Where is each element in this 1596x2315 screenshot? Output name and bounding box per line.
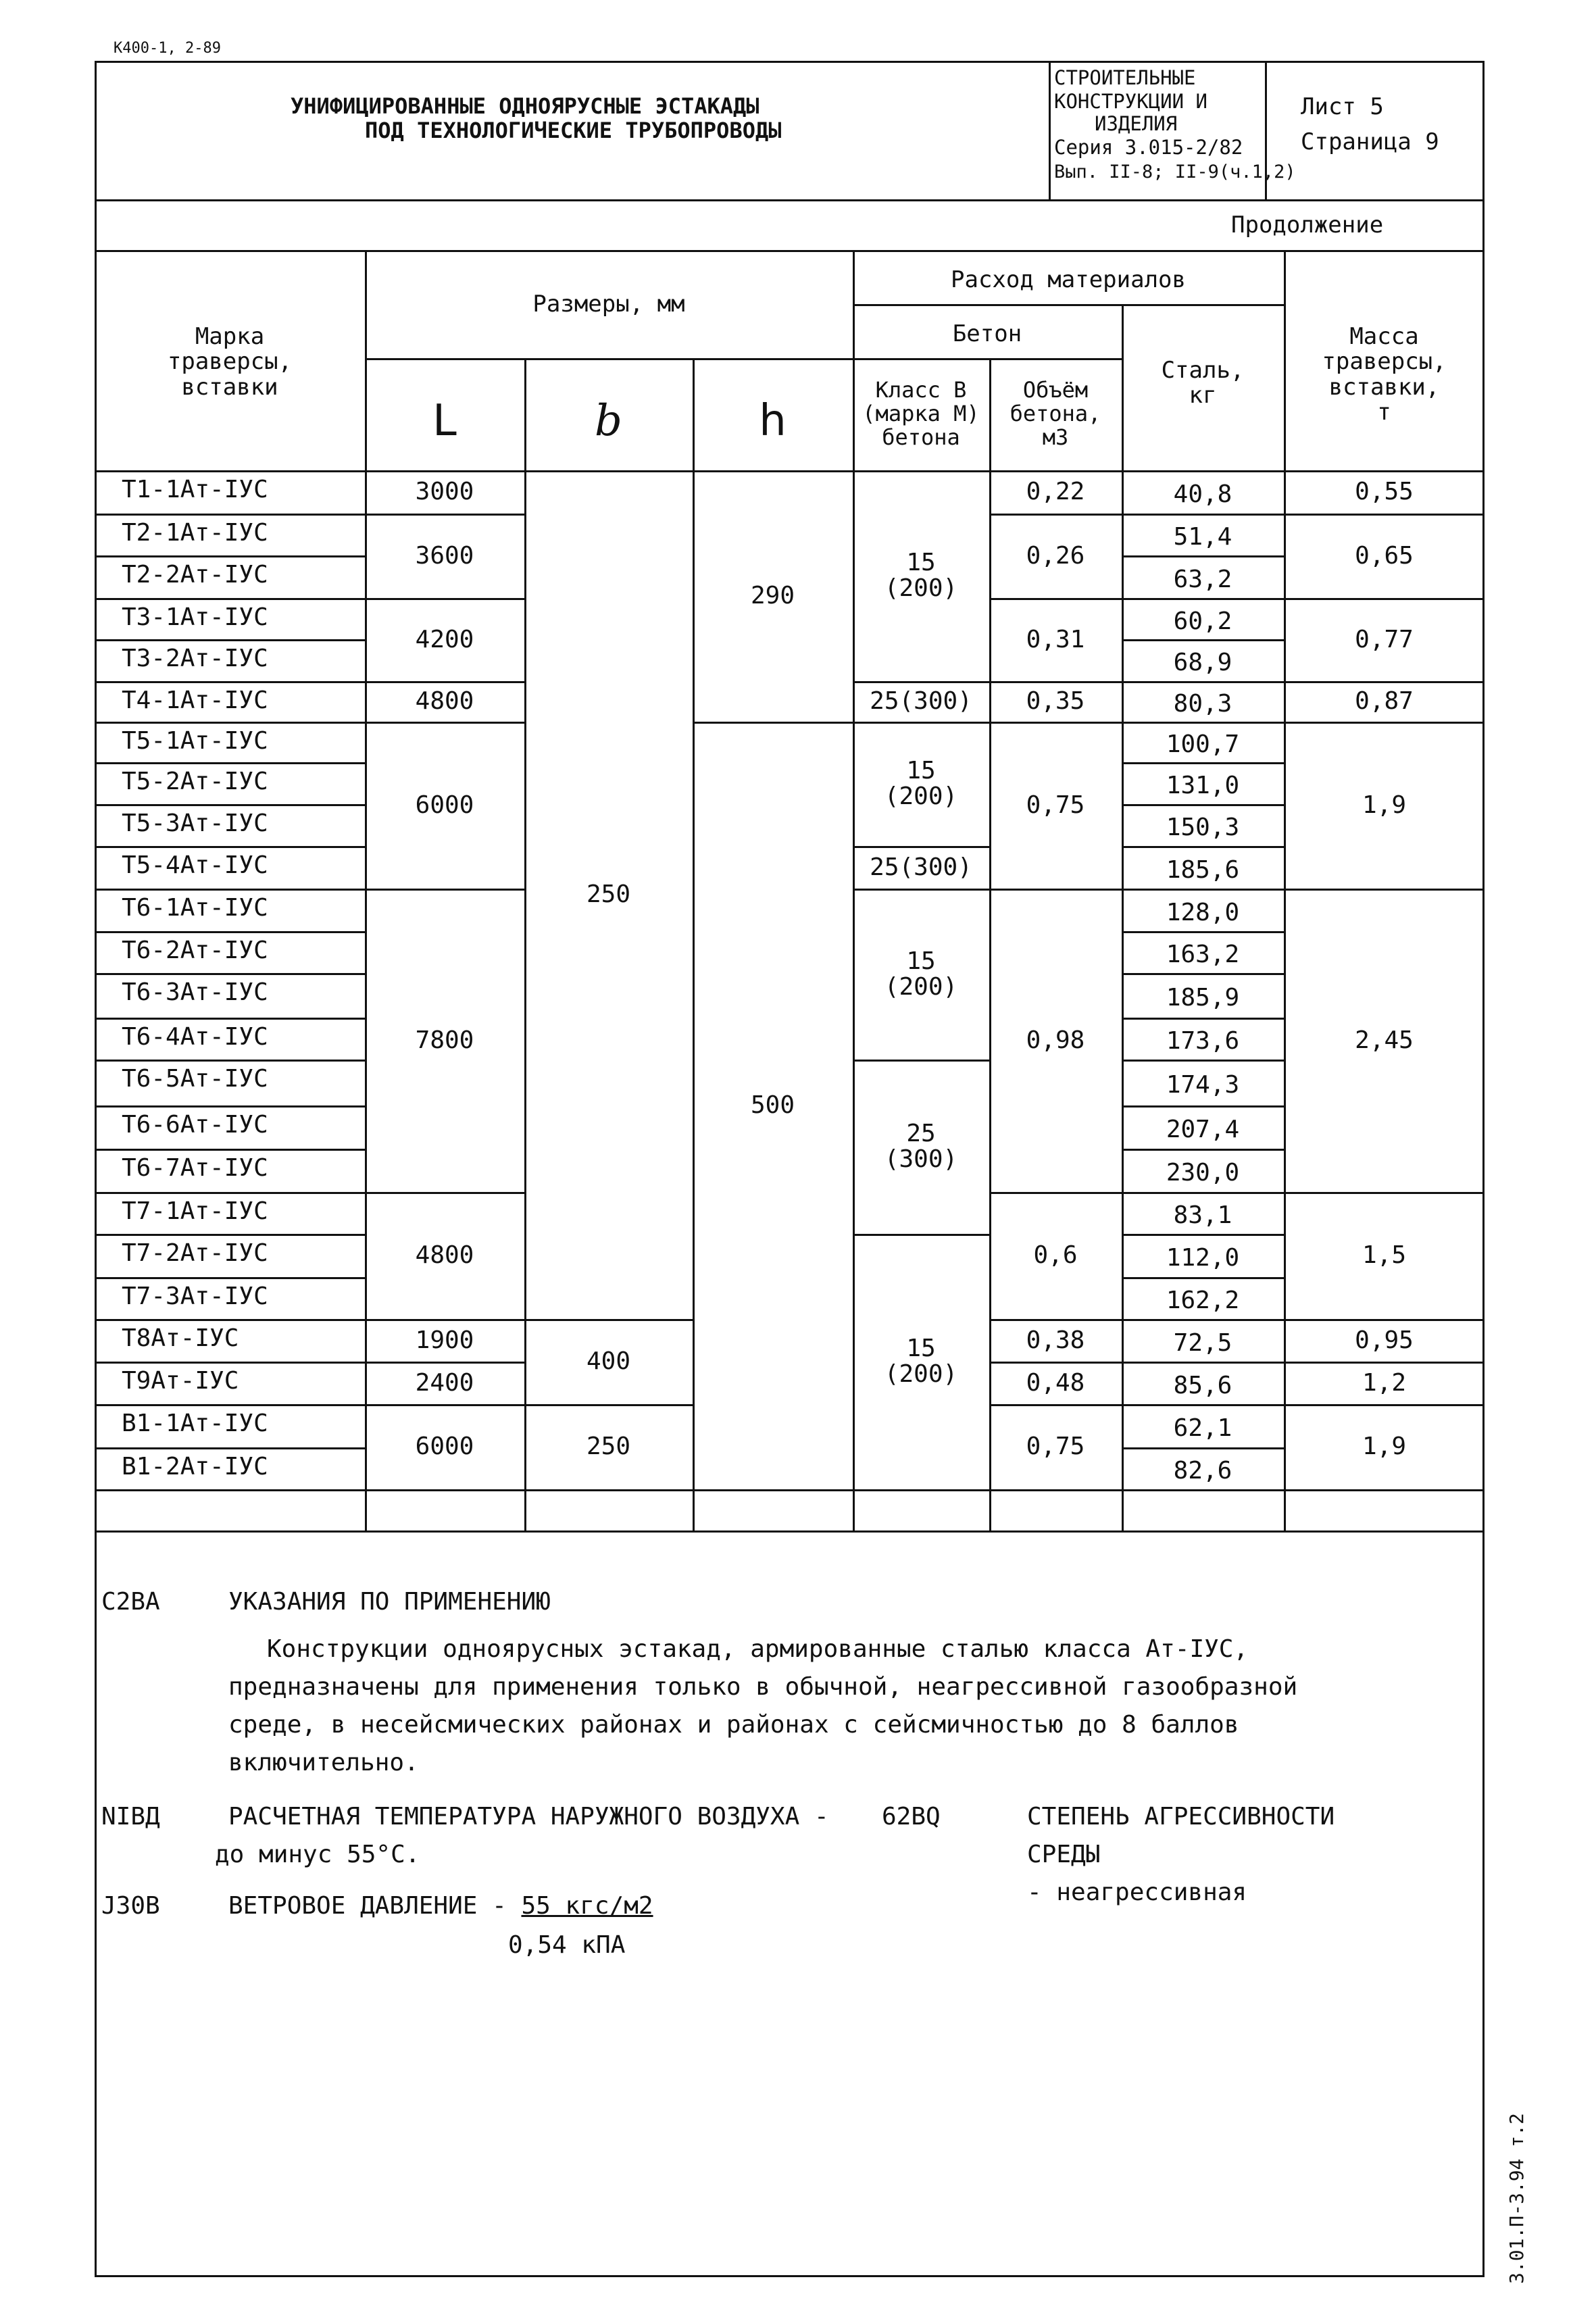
hdr-mass — [1284, 324, 1485, 426]
cell-volume: 0,38 — [1026, 1326, 1085, 1354]
row-line-mark — [95, 722, 365, 724]
cell-L: 6000 — [415, 1433, 474, 1461]
hdr-volume-l2: бетона, — [1009, 401, 1101, 427]
row-line-mark — [95, 681, 365, 683]
mass-group-line — [1284, 1489, 1485, 1491]
cell-mass: 1,5 — [1362, 1241, 1407, 1270]
row-steel: 173,6 — [1166, 1027, 1240, 1055]
series-issue: Вып. II-8; II-9(ч.1,2) — [1054, 161, 1296, 182]
cell-b: 250 — [586, 880, 631, 909]
cell-mass: 1,9 — [1362, 791, 1407, 819]
hdr-mark-l3: вставки — [181, 373, 278, 401]
row-line-mark — [95, 1018, 365, 1020]
temp-line1: РАСЧЕТНАЯ ТЕМПЕРАТУРА НАРУЖНОГО ВОЗДУХА - — [228, 1803, 829, 1831]
row-mark: В1-1Ат-IУС — [122, 1410, 268, 1437]
row-line-mark — [95, 1149, 365, 1151]
cell-L: 1900 — [415, 1326, 474, 1354]
hdr-L: L — [432, 396, 457, 446]
class-group-line — [853, 1489, 989, 1491]
hdr-class-l2: (марка М) — [862, 401, 980, 427]
row-line-mark — [95, 1319, 365, 1321]
row-mark: Т6-1Ат-IУС — [122, 894, 268, 922]
hdr-h: h — [759, 396, 787, 446]
aggr-line1: СТЕПЕНЬ АГРЕССИВНОСТИ — [1027, 1803, 1335, 1831]
row-line-mark — [95, 514, 365, 516]
continuation-label: Продолжение — [1231, 211, 1384, 239]
row-mark: Т7-3Ат-IУС — [122, 1283, 268, 1310]
hdr-mass-l1: Масса — [1349, 323, 1419, 350]
row-mark: Т7-2Ат-IУС — [122, 1239, 268, 1267]
row-steel: 112,0 — [1166, 1244, 1240, 1272]
title-line2: ПОД ТЕХНОЛОГИЧЕСКИЕ ТРУБОПРОВОДЫ — [365, 118, 782, 143]
row-mark: Т9Ат-IУС — [122, 1367, 239, 1395]
row-steel: 68,9 — [1173, 649, 1232, 677]
cell-mass: 1,9 — [1362, 1433, 1407, 1461]
hdr-volume-l3: м3 — [1042, 424, 1069, 451]
title-vline-1 — [1049, 61, 1051, 199]
cell-mass: 2,45 — [1355, 1026, 1414, 1054]
hdr-mark-l1: Марка — [195, 323, 265, 350]
wind-value: 55 кгс/м2 — [521, 1892, 653, 1920]
cell-L: 4200 — [415, 625, 474, 653]
row-mark: Т6-5Ат-IУС — [122, 1065, 268, 1093]
row-mark: Т2-2Ат-IУС — [122, 561, 268, 589]
hdr-mark — [95, 324, 365, 400]
row-steel: 40,8 — [1173, 480, 1232, 509]
row-mark: В1-2Ат-IУС — [122, 1453, 268, 1480]
row-steel: 185,9 — [1166, 984, 1240, 1012]
row-mark: Т6-6Ат-IУС — [122, 1111, 268, 1139]
row-steel: 207,4 — [1166, 1116, 1240, 1144]
hdr-class-l3: бетона — [882, 424, 960, 451]
volume-group-line — [989, 1489, 1122, 1491]
row-steel: 60,2 — [1173, 607, 1232, 635]
cell-h: 500 — [750, 1091, 795, 1120]
hdr-mark-l2: траверсы, — [167, 348, 293, 376]
hdr-volume — [989, 378, 1122, 450]
h-group-line — [693, 1489, 853, 1491]
cell-L: 3000 — [415, 478, 474, 506]
row-steel: 150,3 — [1166, 814, 1240, 842]
cell-b: 400 — [586, 1347, 631, 1376]
hdr-steel-l2: кг — [1189, 382, 1217, 409]
hdr-mass-l2: траверсы, — [1322, 348, 1447, 376]
row-steel: 83,1 — [1173, 1201, 1232, 1230]
cell-L: 2400 — [415, 1368, 474, 1397]
row-mark: Т1-1Ат-IУС — [122, 476, 268, 503]
series-number: Серия 3.015-2/82 — [1054, 136, 1243, 159]
cell-class: 15 (200) — [884, 947, 958, 1001]
row-line-mark — [95, 1192, 365, 1194]
cell-L: 4800 — [415, 1241, 474, 1270]
cell-mass: 1,2 — [1362, 1368, 1407, 1397]
hdr-steel-l1: Сталь, — [1161, 357, 1245, 384]
notes-p4: включительно. — [228, 1749, 419, 1776]
hdr-materials: Расход материалов — [951, 266, 1186, 293]
row-line-mark — [95, 762, 365, 764]
row-line-mark — [95, 973, 365, 975]
notes-p2: предназначены для применения только в обычной, неагрессивной газообразной — [228, 1673, 1298, 1701]
row-mark: Т8Ат-IУС — [122, 1324, 239, 1352]
sheet-number: Лист 5 — [1301, 93, 1384, 120]
series-l1: СТРОИТЕЛЬНЫЕ — [1054, 66, 1196, 89]
row-mark: Т5-4Ат-IУС — [122, 851, 268, 879]
L-group-line — [365, 1489, 524, 1491]
series-l3: ИЗДЕЛИЯ — [1095, 112, 1178, 135]
row-line-mark — [95, 1489, 365, 1491]
row-line-mark — [95, 1105, 365, 1107]
table-bottom-line — [95, 1530, 1485, 1533]
cell-mass: 0,95 — [1355, 1326, 1414, 1354]
hdr-class-l1: Класс В — [875, 377, 967, 403]
row-line-mark — [95, 889, 365, 891]
row-mark: Т5-2Ат-IУС — [122, 768, 268, 795]
row-line-mark — [95, 1362, 365, 1364]
cell-volume: 0,26 — [1026, 541, 1085, 570]
row-mark: Т2-1Ат-IУС — [122, 519, 268, 547]
cell-L: 6000 — [415, 791, 474, 819]
notes-p3: среде, в несейсмических районах и районах с сейсмичностью до 8 баллов — [228, 1711, 1239, 1739]
row-line-mark — [95, 931, 365, 933]
cell-mass: 0,55 — [1355, 478, 1414, 506]
page-number: Страница 9 — [1301, 128, 1439, 155]
hdr-b: b — [595, 396, 622, 446]
row-line-mark — [95, 598, 365, 600]
cell-class: 15 (200) — [884, 1335, 958, 1388]
wind-line1 — [228, 1892, 653, 1920]
temp-line2: до минус 55°С. — [215, 1841, 420, 1868]
side-code: 3.01.П-3.94 т.2 — [1505, 2113, 1528, 2284]
cell-volume: 0,22 — [1026, 478, 1085, 506]
cell-mass: 0,65 — [1355, 541, 1414, 570]
row-line-mark — [95, 1404, 365, 1406]
wind-label: ВЕТРОВОЕ ДАВЛЕНИЕ - — [228, 1892, 522, 1920]
wind-line2: 0,54 кПА — [508, 1931, 626, 1959]
continuation-divider — [95, 250, 1485, 252]
title-line1: УНИФИЦИРОВАННЫЕ ОДНОЯРУСНЫЕ ЭСТАКАДЫ — [291, 93, 759, 119]
cell-mass: 0,87 — [1355, 687, 1414, 716]
series-l2: КОНСТРУКЦИИ И — [1054, 90, 1207, 113]
cell-L: 4800 — [415, 687, 474, 716]
note-code-1: С2ВА — [101, 1588, 160, 1616]
row-line-mark — [95, 1277, 365, 1279]
hdr-steel — [1122, 358, 1284, 409]
row-mark: Т6-2Ат-IУС — [122, 937, 268, 964]
cell-mass: 0,77 — [1355, 625, 1414, 653]
row-steel: 85,6 — [1173, 1371, 1232, 1399]
cell-volume: 0,35 — [1026, 687, 1085, 716]
top-code: K400-1, 2-89 — [114, 40, 221, 57]
row-steel: 185,6 — [1166, 855, 1240, 884]
row-steel: 174,3 — [1166, 1071, 1240, 1099]
hdr-line-sizes — [365, 358, 853, 360]
aggr-line2: СРЕДЫ — [1027, 1841, 1101, 1868]
hdr-concrete: Бетон — [952, 320, 1022, 347]
cell-b: 250 — [586, 1433, 631, 1461]
b-group-line — [524, 1489, 693, 1491]
hdr-mass-l4: т — [1377, 399, 1391, 426]
row-mark: Т3-1Ат-IУС — [122, 603, 268, 631]
cell-class: 25(300) — [870, 853, 972, 881]
row-steel: 230,0 — [1166, 1159, 1240, 1187]
aggr-line3: - неагрессивная — [1027, 1878, 1247, 1906]
cell-class: 25(300) — [870, 687, 972, 716]
hdr-mass-l3: вставки, — [1328, 373, 1440, 401]
row-mark: Т5-1Ат-IУС — [122, 727, 268, 755]
note-code-2: NIВД — [101, 1803, 160, 1831]
title-divider — [95, 199, 1485, 201]
notes-heading: УКАЗАНИЯ ПО ПРИМЕНЕНИЮ — [228, 1588, 551, 1616]
cell-volume: 0,98 — [1026, 1026, 1085, 1054]
row-steel: 162,2 — [1166, 1287, 1240, 1315]
cell-volume: 0,75 — [1026, 1433, 1085, 1461]
cell-volume: 0,75 — [1026, 791, 1085, 819]
row-mark: Т4-1Ат-IУС — [122, 687, 268, 714]
row-steel: 80,3 — [1173, 690, 1232, 718]
hdr-line-concrete — [853, 358, 1122, 360]
note-code-3: 62ВQ — [882, 1803, 941, 1831]
row-mark: Т6-7Ат-IУС — [122, 1154, 268, 1182]
cell-class: 15 (200) — [884, 549, 958, 602]
row-line-mark — [95, 804, 365, 806]
cell-L: 3600 — [415, 541, 474, 570]
row-line-mark — [95, 555, 365, 557]
cell-L: 7800 — [415, 1026, 474, 1054]
cell-class: 25 (300) — [884, 1120, 958, 1173]
row-mark: Т3-2Ат-IУС — [122, 645, 268, 672]
row-steel: 51,4 — [1173, 523, 1232, 551]
hdr-volume-l1: Объём — [1022, 377, 1089, 403]
row-mark: Т6-3Ат-IУС — [122, 978, 268, 1006]
row-steel: 131,0 — [1166, 772, 1240, 800]
row-line-mark — [95, 846, 365, 848]
row-steel: 128,0 — [1166, 898, 1240, 926]
row-mark: Т5-3Ат-IУС — [122, 810, 268, 837]
row-line-mark — [95, 1234, 365, 1236]
row-steel: 62,1 — [1173, 1414, 1232, 1443]
row-steel: 72,5 — [1173, 1328, 1232, 1357]
notes-p1: Конструкции одноярусных эстакад, армированные сталью класса Ат-IУС, — [267, 1635, 1249, 1663]
cell-volume: 0,6 — [1033, 1241, 1078, 1270]
row-line-mark — [95, 639, 365, 641]
hdr-class — [853, 378, 989, 450]
row-steel: 63,2 — [1173, 565, 1232, 593]
hdr-sizes: Размеры, мм — [532, 291, 685, 318]
row-steel: 163,2 — [1166, 941, 1240, 969]
hdr-line-materials — [853, 304, 1284, 306]
row-mark: Т6-4Ат-IУС — [122, 1023, 268, 1051]
row-steel: 100,7 — [1166, 730, 1240, 759]
row-line-mark — [95, 1060, 365, 1062]
row-steel: 82,6 — [1173, 1457, 1232, 1485]
cell-volume: 0,48 — [1026, 1368, 1085, 1397]
row-mark: Т7-1Ат-IУС — [122, 1197, 268, 1225]
note-code-4: J30В — [101, 1892, 160, 1920]
row-line-mark — [95, 1447, 365, 1449]
cell-class: 15 (200) — [884, 757, 958, 810]
cell-volume: 0,31 — [1026, 625, 1085, 653]
cell-h: 290 — [750, 582, 795, 610]
